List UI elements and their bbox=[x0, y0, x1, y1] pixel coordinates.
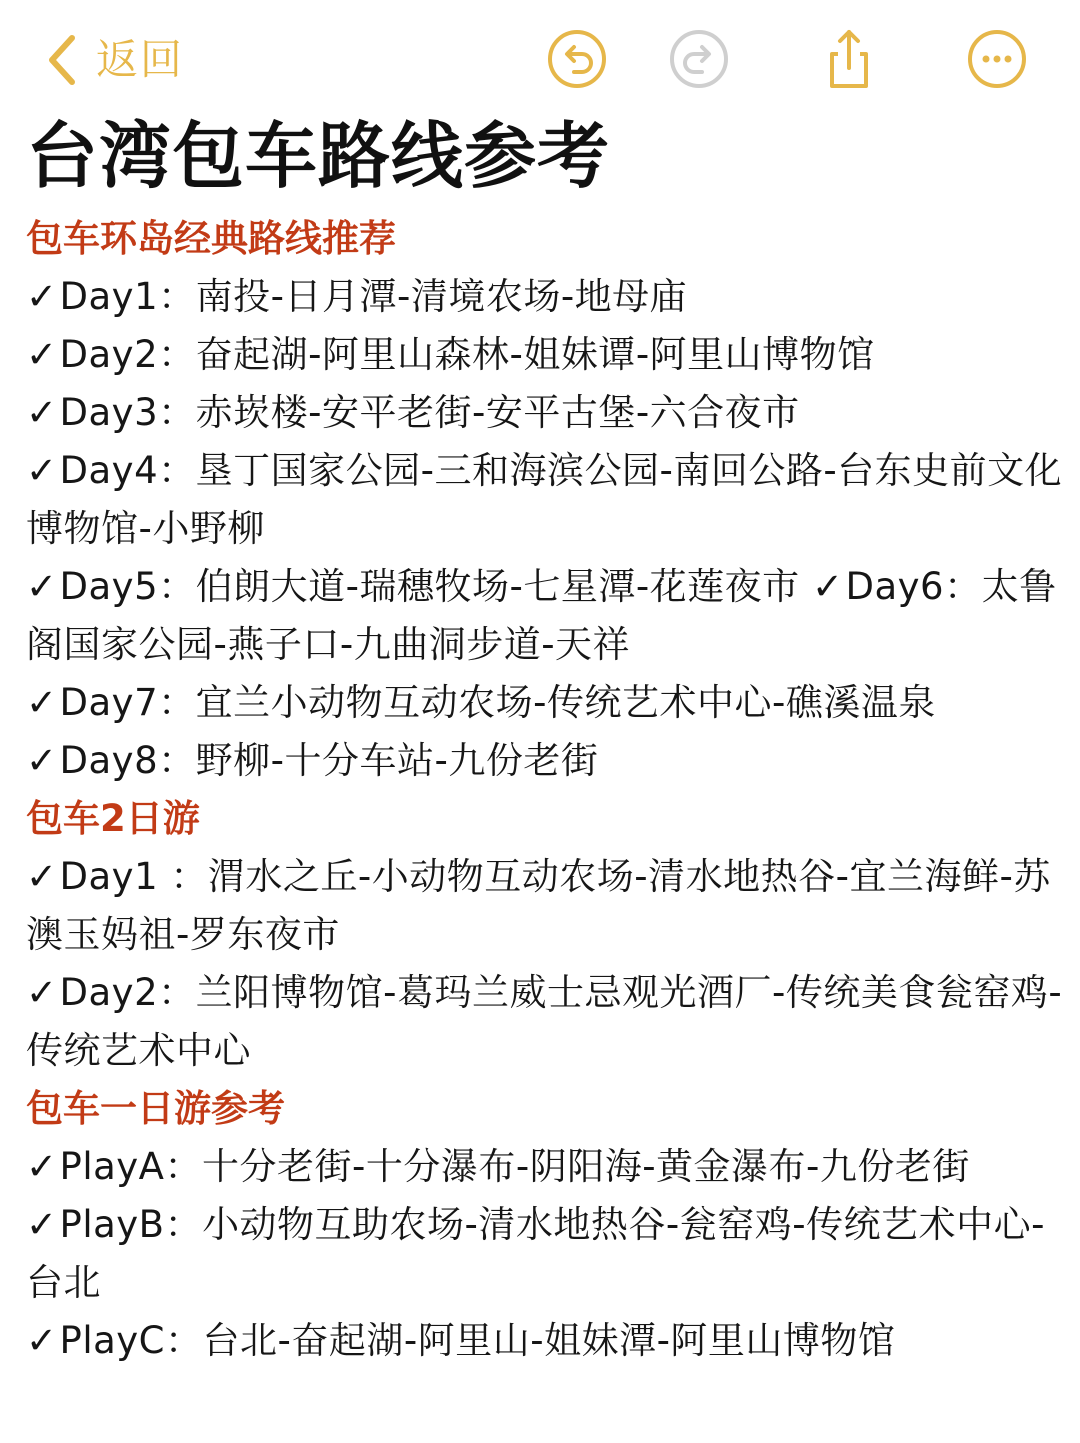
route-text: 小动物互助农场-清水地热谷-瓮窑鸡-传统艺术中心-台北 bbox=[26, 1203, 1045, 1304]
separator: ： bbox=[165, 1319, 203, 1362]
note-title: 台湾包车路线参考 bbox=[26, 114, 611, 198]
list-item bbox=[26, 558, 1066, 674]
route-text: 赤崁楼-安平老街-安平古堡-六合夜市 bbox=[195, 391, 800, 434]
route-text: 伯朗大道-瑞穗牧场-七星潭-花莲夜市 bbox=[195, 565, 812, 608]
check-mark: ✓ bbox=[26, 333, 58, 376]
separator: ： bbox=[164, 1203, 203, 1246]
route-text: 奋起湖-阿里山森林-姐妹谭-阿里山博物馆 bbox=[195, 333, 875, 376]
day-label: PlayB bbox=[59, 1203, 165, 1246]
separator: ： bbox=[158, 275, 196, 318]
check-mark: ✓ bbox=[26, 1145, 58, 1188]
check-mark: ✓ bbox=[26, 855, 58, 898]
list-item bbox=[26, 384, 1066, 442]
separator: ： bbox=[158, 391, 196, 434]
more-icon bbox=[966, 28, 1028, 90]
check-mark: ✓ bbox=[26, 971, 58, 1014]
day-label: Day2 bbox=[59, 971, 159, 1014]
route-text: 宜兰小动物互动农场-传统艺术中心-礁溪温泉 bbox=[195, 681, 936, 724]
undo-button[interactable] bbox=[546, 28, 608, 90]
list-item bbox=[26, 1196, 1066, 1312]
separator: ： bbox=[944, 565, 982, 608]
check-mark: ✓ bbox=[26, 275, 58, 318]
check-mark: ✓ bbox=[26, 739, 58, 782]
list-item bbox=[26, 268, 1066, 326]
list-item bbox=[26, 848, 1066, 964]
separator: ： bbox=[158, 739, 196, 782]
redo-button[interactable] bbox=[668, 28, 730, 90]
toolbar bbox=[0, 0, 1080, 118]
note-body[interactable] bbox=[26, 112, 1066, 1370]
check-mark: ✓ bbox=[811, 565, 844, 608]
list-item bbox=[26, 326, 1066, 384]
day-label: Day5 bbox=[59, 565, 159, 608]
separator: ： bbox=[158, 681, 196, 724]
check-mark: ✓ bbox=[26, 391, 58, 434]
separator: ： bbox=[158, 333, 196, 376]
list-item bbox=[26, 1312, 1066, 1370]
redo-icon bbox=[668, 28, 730, 90]
list-item bbox=[26, 1138, 1066, 1196]
day-label: Day2 bbox=[59, 333, 159, 376]
list-item bbox=[26, 442, 1066, 558]
check-mark: ✓ bbox=[26, 1319, 58, 1362]
section-heading: 包车2日游 bbox=[26, 797, 200, 840]
day-label: Day6 bbox=[845, 565, 945, 608]
route-text: 太鲁阁国家公园-燕子口-九曲洞步道-天祥 bbox=[26, 565, 1057, 666]
check-mark: ✓ bbox=[26, 449, 58, 492]
day-label: Day4 bbox=[59, 449, 159, 492]
route-text: 野柳-十分车站-九份老街 bbox=[195, 739, 599, 782]
list-item bbox=[26, 964, 1066, 1080]
section-heading: 包车一日游参考 bbox=[26, 1087, 285, 1130]
separator: ： bbox=[158, 449, 196, 492]
day-label: Day7 bbox=[59, 681, 159, 724]
section-heading: 包车环岛经典路线推荐 bbox=[26, 217, 396, 260]
separator: ： bbox=[158, 971, 196, 1014]
day-label: Day8 bbox=[59, 739, 159, 782]
more-button[interactable] bbox=[966, 28, 1028, 90]
route-text: 台北-奋起湖-阿里山-姐妹潭-阿里山博物馆 bbox=[202, 1319, 896, 1362]
list-item bbox=[26, 732, 1066, 790]
day-label: Day3 bbox=[59, 391, 159, 434]
share-button[interactable] bbox=[818, 28, 880, 90]
chevron-left-icon bbox=[44, 32, 78, 88]
separator: ： bbox=[170, 855, 208, 898]
check-mark: ✓ bbox=[26, 1203, 58, 1246]
route-text: 渭水之丘-小动物互动农场-清水地热谷-宜兰海鲜-苏澳玉妈祖-罗东夜市 bbox=[26, 855, 1051, 956]
back-label: 返回 bbox=[96, 35, 185, 84]
separator: ： bbox=[164, 1145, 202, 1188]
day-label: Day1 bbox=[59, 275, 159, 318]
route-text: 垦丁国家公园-三和海滨公园-南回公路-台东史前文化博物馆-小野柳 bbox=[26, 449, 1063, 550]
day-label: PlayA bbox=[59, 1145, 165, 1188]
separator: ： bbox=[158, 565, 196, 608]
list-item bbox=[26, 674, 1066, 732]
check-mark: ✓ bbox=[26, 681, 58, 724]
day-label: Day1 bbox=[59, 855, 171, 898]
undo-icon bbox=[546, 28, 608, 90]
day-label: PlayC bbox=[59, 1319, 166, 1362]
route-text: 十分老街-十分瀑布-阴阳海-黄金瀑布-九份老街 bbox=[202, 1145, 970, 1188]
share-icon bbox=[818, 28, 880, 90]
check-mark: ✓ bbox=[26, 565, 58, 608]
route-text: 南投-日月潭-清境农场-地母庙 bbox=[195, 275, 688, 318]
route-text: 兰阳博物馆-葛玛兰威士忌观光酒厂-传统美食瓮窑鸡-传统艺术中心 bbox=[26, 971, 1063, 1072]
back-button[interactable] bbox=[44, 30, 184, 90]
